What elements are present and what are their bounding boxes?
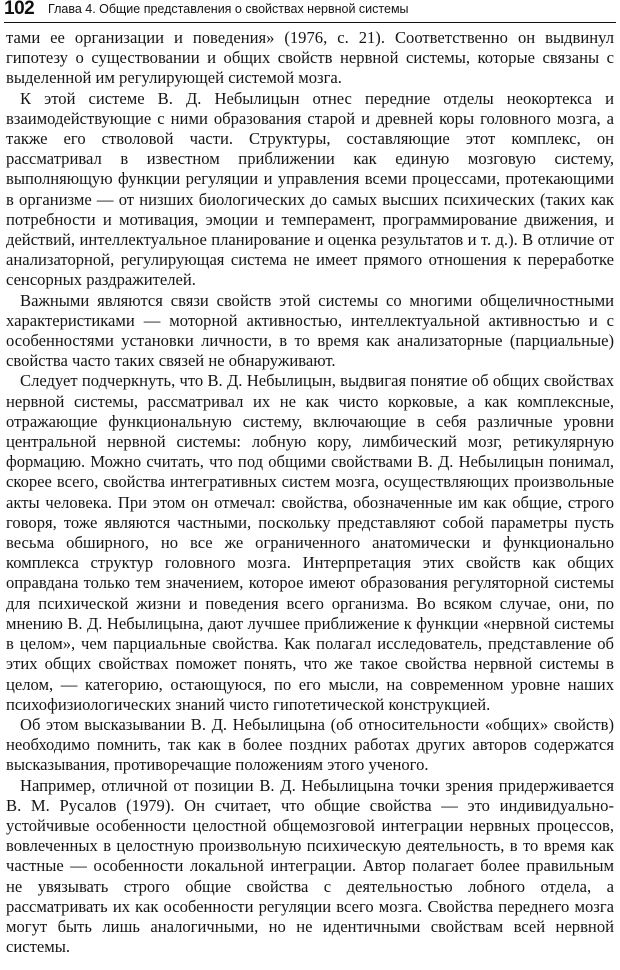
page-number: 102 (4, 0, 35, 19)
running-head: Глава 4. Общие представления о свойствах нервной системы (48, 2, 409, 16)
paragraph-continuation: тами ее организации и поведения» (1976, с. 21). Соответственно он выдвинул гипотезу о существовании и общих свойств нервной системы, которые связаны с выделенной им регулирующей системой мозга. (6, 28, 614, 88)
body-text (6, 28, 614, 957)
paragraph: Например, отличной от позиции В. Д. Небылицына точки зрения придерживается В. М. Русалов (1979). Он считает, что общие свойства — это индивидуально-устойчивые особенности целостной общемозговой интеграции нервных процессов, вовлеченных в целостную произвольную психическую деятельность, в то время как частные — особенности локальной интеграции. Автор полагает более правильным не увязывать строго общие свойства с деятельностью лобного отдела, а рассматривать их как особенности регуляции всего мозга. Свойства переднего мозга могут быть лишь аналогичными, но не идентичными свойствам всей нервной системы. (6, 775, 614, 957)
paragraph: К этой системе В. Д. Небылицын отнес передние отделы неокортекса и взаимодействующие с ними образования старой и древней коры головного мозга, а также его стволовой части. Структуры, составляющие этот комплекс, он рассматривал в известном приближении как единую мозговую систему, выполняющую функции регуляции и управления всеми процессами, протекающими в организме — от низших биологических до самых высших психических (таких как потребности и мотивация, эмоции и темперамент, программирование движения, и действий, интеллектуальное планирование и оценка результатов и т. д.). В отличие от анализаторной, регулирующая система не имеет прямого отношения к переработке сенсорных раздражителей. (6, 88, 614, 290)
paragraph: Об этом высказывании В. Д. Небылицына (об относительности «общих» свойств) необходимо помнить, так как в более поздних работах других авторов содержатся высказывания, противоречащие положениям этого ученого. (6, 714, 614, 775)
page-header (4, 0, 616, 23)
paragraph: Важными являются связи свойств этой системы со многими общеличностными характеристиками — моторной активностью, интеллектуальной активностью и с особенностями установки личности, в то время как анализаторные (парциальные) свойства часто таких связей не обнаруживают. (6, 290, 614, 371)
paragraph: Следует подчеркнуть, что В. Д. Небылицын, выдвигая понятие об общих свойствах нервной системы, рассматривал их не как чисто корковые, а как комплексные, отражающие функциональную систему, включающие в себя различные уровни центральной нервной системы: лобную кору, лимбический мозг, ретикулярную формацию. Можно считать, что под общими свойствами В. Д. Небылицын понимал, скорее всего, свойства интегративных систем мозга, осуществляющих произвольные акты человека. При этом он отмечал: свойства, обозначенные им как общие, строго говоря, тоже являются частными, поскольку представляют собой параметры пусть весьма обширного, но все же ограниченного анатомически и функционально комплекса структур головного мозга. Интерпретация этих свойств как общих оправдана только тем значением, которое имеют образования регуляторной системы для психической жизни и поведения всего организма. Во всяком случае, они, по мнению В. Д. Небылицына, дают лучшее приближение к функции «нервной системы в целом», чем парциальные свойства. Как полагал исследователь, представление об этих общих свойствах поможет понять, что же такое свойства нервной системы в целом, — категорию, остающуюся, по его мысли, на современном уровне наших психофизиологических знаний чисто гипотетической конструкцией. (6, 371, 614, 714)
